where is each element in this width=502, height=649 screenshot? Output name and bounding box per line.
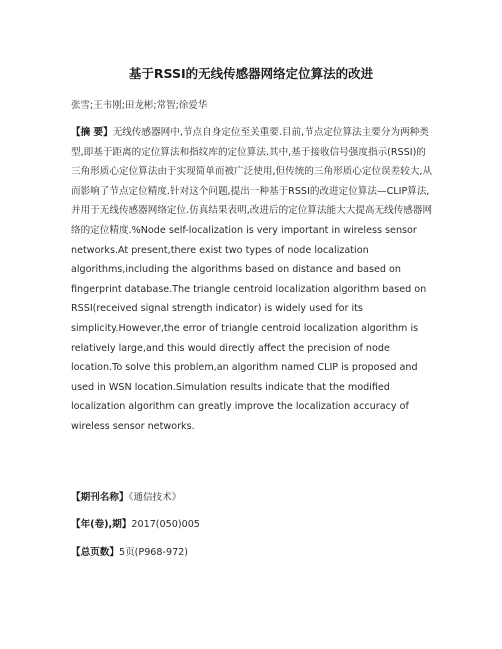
abstract-label: 【摘 要】: [71, 127, 113, 138]
page-count-label: 【总页数】: [71, 547, 119, 558]
author-list: 张雪;王韦刚;田龙彬;常智;徐爱华: [71, 100, 208, 111]
abstract-text-chinese: 无线传感器网中,节点自身定位至关重要.目前,节点定位算法主要分为两种类型,即基于距离的定位算法和指纹库的定位算法.其中,基于接收信号强度指示(RSSI)的三角形质心定位算法由于实现简单而被广泛使用,但传统的三角形质心定位误差较大,从而影响了节点定位精度.针对这个问题,提出一种基于RSSI的改进定位算法—CLIP算法,并用于无线传感器网络定位.仿真结果表明,改进后的定位算法能大大提高无线传感器网络的定位精度.: [71, 127, 433, 236]
page-count-row: [71, 544, 188, 558]
paper-title: 基于RSSI的无线传感器网络定位算法的改进: [128, 66, 374, 81]
volume-issue-value: 2017(050)005: [131, 519, 200, 530]
page-count-value: 5页(P968-972): [118, 547, 189, 558]
volume-issue-label: 【年(卷),期】: [71, 519, 132, 530]
journal-name-value: 《通信技术》: [128, 492, 182, 503]
journal-name-label: 【期刊名称】: [71, 492, 129, 503]
abstract-section: [71, 123, 433, 437]
journal-name-row: [71, 489, 181, 503]
volume-issue-row: [71, 516, 200, 530]
abstract-text-english: %Node self-localization is very important in wireless sensor networks.At present,there exist two types of node localization algorithms,including the algorithms based on distance and based on fingerprint database.The triangle centroid localization algorithm based on RSSI(received signal strength indicator) is widely used for its simplicity.However,the error of triangle centroid localization algorithm is relatively large,and this would directly affect the precision of node location.To solve this problem,an algorithm named CLIP is proposed and used in WSN location.Simulation results indicate that the modified localization algorithm can greatly improve the localization accuracy of wireless sensor networks.: [71, 224, 427, 432]
